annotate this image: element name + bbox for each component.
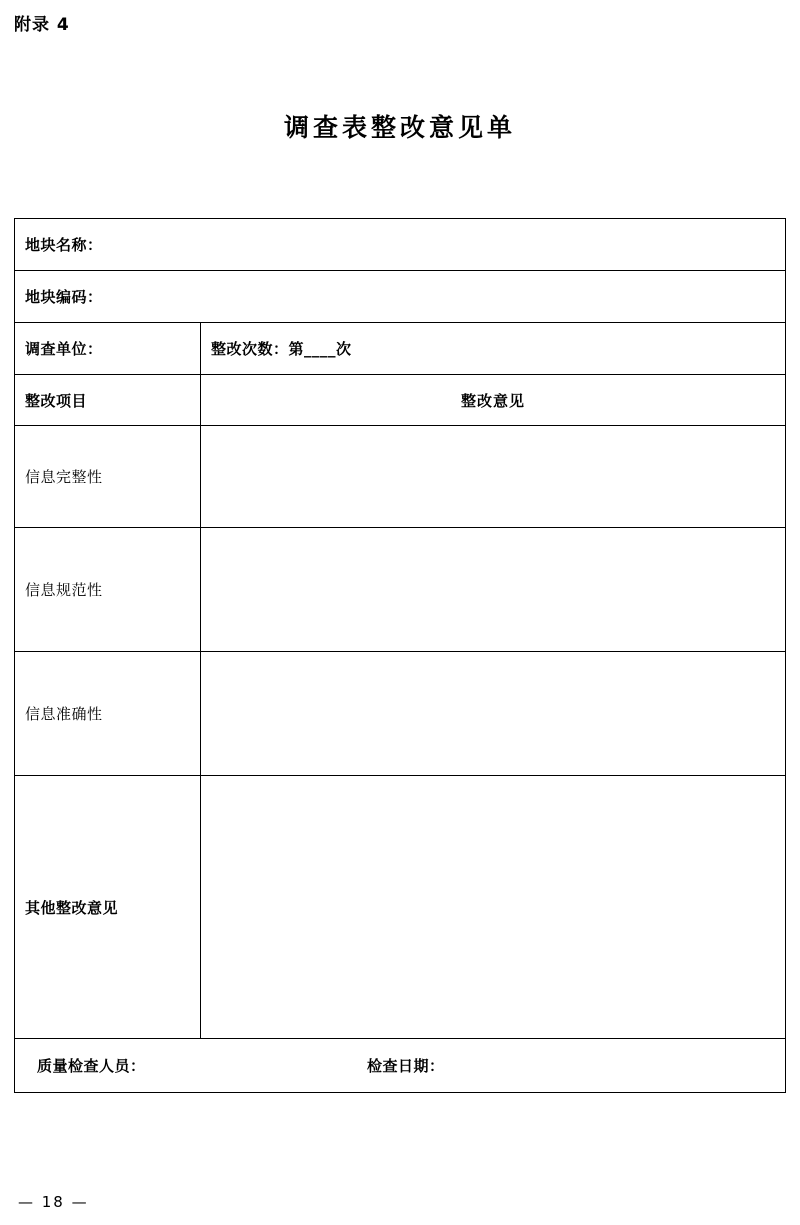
header-opinion-cell bbox=[201, 375, 786, 426]
plot-name-cell[interactable] bbox=[15, 219, 786, 271]
table-row bbox=[15, 528, 786, 652]
table-header-row bbox=[15, 375, 786, 426]
table-row bbox=[15, 271, 786, 323]
footer-cell[interactable] bbox=[15, 1039, 786, 1093]
item-completeness-label: 信息完整性 bbox=[25, 468, 103, 486]
table-row bbox=[15, 323, 786, 375]
item-standardization-opinion-value bbox=[201, 528, 785, 651]
item-standardization-cell bbox=[15, 528, 201, 652]
rectification-count-label: 整改次数：第____次 bbox=[211, 340, 352, 358]
inspect-date-label: 检查日期： bbox=[367, 1057, 445, 1075]
table-row bbox=[15, 219, 786, 271]
header-item-label: 整改项目 bbox=[25, 391, 88, 410]
table-row bbox=[15, 426, 786, 528]
item-accuracy-opinion-cell[interactable] bbox=[201, 652, 786, 776]
rectification-opinion-form bbox=[14, 218, 786, 1093]
page-title: 调查表整改意见单 bbox=[283, 113, 516, 142]
item-standardization-label: 信息规范性 bbox=[25, 581, 103, 599]
item-accuracy-opinion-value bbox=[201, 652, 785, 775]
plot-code-cell[interactable] bbox=[15, 271, 786, 323]
rectification-count-cell[interactable] bbox=[201, 323, 786, 375]
table-row bbox=[15, 776, 786, 1039]
inspector-label: 质量检查人员： bbox=[37, 1057, 146, 1075]
item-accuracy-label: 信息准确性 bbox=[25, 705, 103, 723]
item-other-cell bbox=[15, 776, 201, 1039]
appendix-label: 附录 4 bbox=[14, 15, 70, 35]
item-standardization-opinion-cell[interactable] bbox=[201, 528, 786, 652]
page-number: — 18 — bbox=[18, 1193, 89, 1211]
item-completeness-opinion-cell[interactable] bbox=[201, 426, 786, 528]
item-other-opinion-value bbox=[201, 776, 785, 1038]
plot-name-label: 地块名称： bbox=[25, 236, 103, 254]
header-opinion-label: 整改意见 bbox=[460, 391, 525, 410]
survey-unit-label: 调查单位： bbox=[25, 340, 103, 358]
item-other-label: 其他整改意见 bbox=[25, 898, 119, 917]
survey-unit-cell[interactable] bbox=[15, 323, 201, 375]
item-completeness-opinion-value bbox=[201, 426, 785, 527]
table-row bbox=[15, 652, 786, 776]
item-other-opinion-cell[interactable] bbox=[201, 776, 786, 1039]
header-item-cell bbox=[15, 375, 201, 426]
item-completeness-cell bbox=[15, 426, 201, 528]
item-accuracy-cell bbox=[15, 652, 201, 776]
plot-code-label: 地块编码： bbox=[25, 288, 103, 306]
table-row bbox=[15, 1039, 786, 1093]
